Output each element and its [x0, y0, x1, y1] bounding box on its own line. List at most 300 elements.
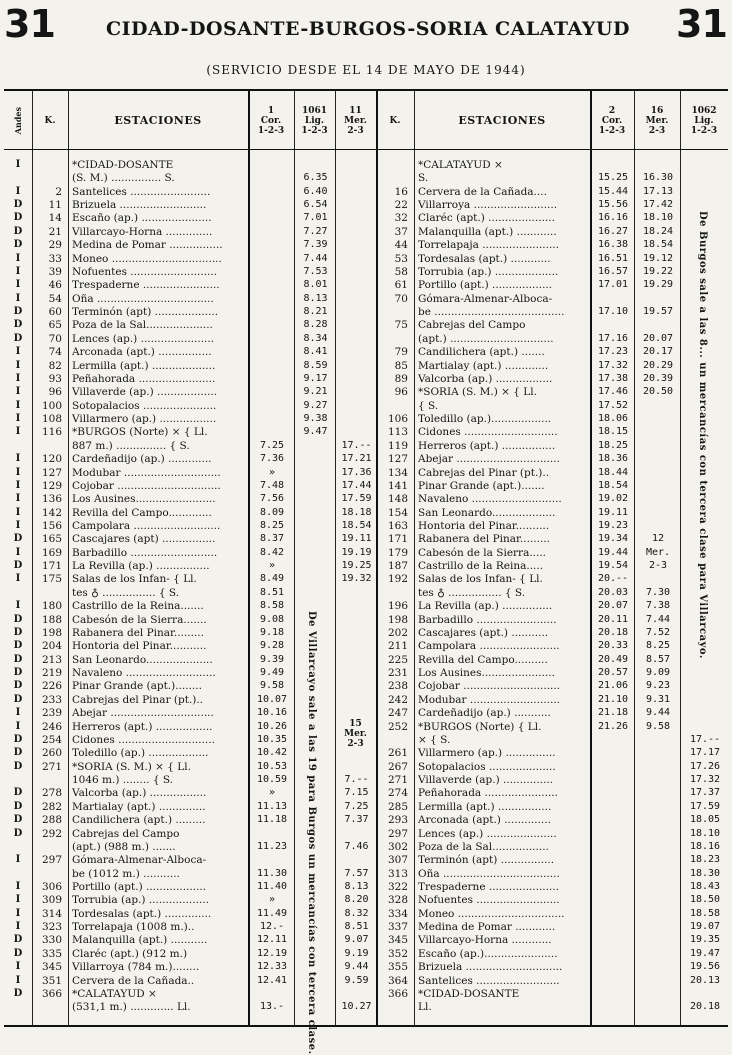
right-row-time-2: 16.27 — [597, 225, 629, 237]
right-row-time-16 — [636, 934, 680, 946]
right-row-time-16 — [636, 854, 680, 866]
right-row-time-16 — [636, 480, 680, 492]
left-row-km: 127 — [41, 466, 62, 479]
right-row-time-2 — [592, 948, 634, 960]
left-row-time-1061: 7.01 — [303, 212, 328, 224]
right-row-time-16: 9.31 — [645, 693, 671, 705]
right-row-time-2: 17.38 — [597, 372, 629, 384]
left-row-time-11 — [337, 988, 376, 1000]
left-row-station: 887 m.) ............... { S. — [72, 439, 190, 452]
right-row-km: 96 — [394, 386, 408, 399]
left-row-direction: I — [15, 413, 21, 425]
left-row-station: Castrillo de la Reina....... — [72, 600, 204, 613]
right-row-station: La Revilla (ap.) ............... — [418, 600, 553, 613]
rule — [634, 91, 635, 1025]
left-row-time-11: 19.11 — [341, 533, 372, 545]
left-row-time-1061: 7.44 — [303, 252, 328, 264]
left-row-direction: D — [13, 680, 23, 692]
right-row-time-2: 21.18 — [597, 707, 629, 719]
right-row-km: 85 — [394, 359, 408, 372]
left-row-station: Santelices ........................ — [72, 185, 211, 198]
right-row-time-2 — [592, 319, 634, 331]
right-row-time-2: 16.16 — [597, 212, 629, 224]
header-andes: Andes — [13, 107, 23, 135]
left-row-time-1 — [250, 199, 294, 211]
left-row-direction: I — [15, 159, 21, 170]
left-row-km: 335 — [41, 947, 62, 960]
left-row-time-11 — [337, 667, 376, 679]
right-row-time-2: 18.54 — [597, 479, 629, 491]
left-row-time-11 — [337, 587, 376, 599]
right-row-station: Villaverde (ap.) ............... — [418, 774, 554, 787]
right-row-station: Castrillo de la Reina..... — [418, 560, 544, 573]
left-row-time-11 — [337, 627, 376, 639]
right-row-km: 334 — [387, 907, 408, 920]
right-row-time-2 — [592, 934, 634, 946]
right-row-time-2: 18.15 — [597, 426, 629, 438]
header-train-1061: 1061 Lig. 1-2-3 — [301, 106, 328, 136]
right-row-km: 267 — [387, 760, 408, 773]
right-row-time-16 — [636, 440, 680, 452]
left-row-time-1: 7.56 — [259, 493, 285, 505]
left-row-station: Medina de Pomar ................ — [72, 239, 223, 252]
left-row-time-1061 — [296, 453, 335, 465]
left-row-direction: I — [15, 707, 21, 719]
left-row-station: Abejar ............................... — [72, 707, 214, 720]
right-row-km: 179 — [387, 546, 408, 559]
left-row-time-1 — [250, 828, 294, 840]
right-row-time-2: 18.06 — [597, 413, 629, 425]
right-row-km: 337 — [387, 921, 408, 934]
right-row-km: 192 — [387, 573, 408, 586]
left-row-direction: I — [15, 426, 21, 438]
left-row-time-1: 11.49 — [256, 907, 288, 919]
right-row-time-16 — [636, 948, 680, 960]
left-row-km: 120 — [41, 453, 62, 466]
left-row-direction: D — [13, 306, 23, 318]
left-row-time-1: 11.30 — [256, 867, 288, 879]
left-row-time-11 — [337, 346, 376, 358]
left-row-time-11: 19.25 — [341, 560, 372, 572]
left-row-time-11: 17.-- — [341, 439, 372, 451]
left-row-time-1 — [250, 854, 294, 866]
right-row-time-2 — [592, 828, 634, 840]
right-row-station: Torrelapaja ....................... — [418, 239, 559, 252]
right-row-time-16: 20.39 — [642, 372, 674, 384]
left-row-time-11 — [337, 293, 376, 305]
right-row-station: Villarcayo-Horna ............ — [418, 934, 552, 947]
right-row-km: 171 — [387, 533, 408, 546]
left-row-station: (531,1 m.) ............. Ll. — [72, 1001, 191, 1014]
right-row-time-2 — [592, 854, 634, 866]
left-row-time-1: 8.49 — [259, 573, 285, 585]
left-row-time-1061: 8.13 — [303, 292, 328, 304]
left-row-km: 254 — [41, 733, 62, 746]
right-row-time-2: 20.33 — [597, 640, 629, 652]
right-row-time-16 — [636, 868, 680, 880]
left-row-time-1: 8.25 — [259, 519, 285, 531]
right-row-station: Nofuentes ......................... — [418, 894, 560, 907]
left-row-station: Moneo ................................. — [72, 252, 222, 265]
left-row-km: 156 — [41, 519, 62, 532]
right-row-time-16 — [636, 921, 680, 933]
left-row-km: 54 — [48, 292, 62, 305]
right-row-station: Santelices ......................... — [418, 974, 560, 987]
left-row-km: 65 — [48, 319, 62, 332]
right-row-time-16: 2-3 — [648, 560, 668, 572]
right-row-station: Tordesalas (apt.) ............ — [418, 252, 551, 265]
right-row-time-1062: 17.26 — [689, 760, 721, 772]
note-burgos: De Burgos sale a las 8... un mercancías con tercera clase para Villarcayo. — [697, 211, 708, 659]
right-row-time-2: 17.01 — [597, 279, 629, 291]
left-row-km: 246 — [41, 720, 62, 733]
left-row-time-1: 11.40 — [256, 880, 288, 892]
left-row-direction: I — [15, 372, 21, 384]
left-row-km: 297 — [41, 854, 62, 867]
right-row-station: Escaño (ap.)...................... — [418, 947, 558, 960]
left-row-time-11 — [337, 400, 376, 412]
left-row-time-11: 18.54 — [341, 519, 372, 531]
left-row-station: Villarcayo-Horna .............. — [72, 225, 213, 238]
left-row-time-1: 9.58 — [259, 680, 285, 692]
left-row-direction — [4, 440, 32, 452]
right-row-station: Cabesón de la Sierra..... — [418, 546, 547, 559]
left-row-time-11 — [337, 654, 376, 666]
right-row-time-2: 20.07 — [597, 600, 629, 612]
right-row-km: 61 — [394, 279, 408, 292]
right-row-time-2: 20.03 — [597, 586, 629, 598]
right-row-station: Cabrejas del Pinar (pt.).. — [418, 466, 550, 479]
left-row-time-11: 8.51 — [344, 921, 369, 933]
left-row-station: Torrubia (ap.) .................. — [72, 894, 209, 907]
left-row-time-1: 10.07 — [256, 693, 288, 705]
right-row-station: Rabanera del Pinar......... — [418, 533, 550, 546]
right-row-time-16: 19.22 — [642, 265, 674, 277]
left-row-km — [32, 587, 62, 599]
left-row-km: 46 — [48, 279, 62, 292]
left-row-km: 282 — [41, 800, 62, 813]
right-row-station: Poza de la Sal................. — [418, 840, 549, 853]
right-row-time-2 — [592, 159, 634, 171]
right-row-time-1062 — [682, 186, 728, 198]
left-row-km: 33 — [48, 252, 62, 265]
right-row-time-1062: 19.47 — [689, 947, 721, 959]
right-row-station: Claréc (apt.) .................... — [418, 212, 555, 225]
right-row-time-16: 19.29 — [642, 279, 674, 291]
left-row-station: Claréc (apt.) (912 m.) — [72, 947, 188, 960]
left-row-direction: I — [15, 346, 21, 358]
left-row-time-1: 11.13 — [256, 800, 288, 812]
left-row-direction — [4, 1001, 32, 1013]
left-row-time-11: 17.21 — [341, 453, 372, 465]
left-row-time-11 — [337, 747, 376, 759]
right-row-km: 328 — [387, 894, 408, 907]
left-row-km — [32, 841, 62, 853]
right-row-km: 285 — [387, 800, 408, 813]
left-row-km: 292 — [41, 827, 62, 840]
left-row-direction: I — [15, 974, 21, 986]
right-row-station: be ....................................... — [418, 306, 565, 319]
left-row-km: 271 — [41, 760, 62, 773]
right-row-time-1062 — [682, 988, 728, 1000]
left-row-time-1: 7.25 — [259, 439, 285, 451]
right-row-time-16 — [636, 734, 680, 746]
left-row-station: Terminón (apt) ................... — [72, 306, 219, 319]
left-row-km: 93 — [48, 372, 62, 385]
left-row-time-1 — [250, 400, 294, 412]
left-row-time-1: 8.58 — [259, 600, 285, 612]
left-row-direction: I — [15, 506, 21, 518]
right-row-km: 32 — [394, 212, 408, 225]
left-row-time-11 — [337, 186, 376, 198]
left-row-direction: D — [13, 693, 23, 705]
right-row-station: Abejar ............................... — [418, 453, 560, 466]
right-row-time-16 — [636, 1001, 680, 1013]
right-row-km: 70 — [394, 292, 408, 305]
right-row-km: 313 — [387, 867, 408, 880]
right-row-km: 322 — [387, 880, 408, 893]
right-row-km: 134 — [387, 466, 408, 479]
right-row-time-1062: 17.17 — [689, 747, 721, 759]
left-row-km: 323 — [41, 921, 62, 934]
right-row-km: 297 — [387, 827, 408, 840]
left-row-time-1 — [250, 306, 294, 318]
left-row-time-1: 10.35 — [256, 733, 288, 745]
left-row-time-11: 17.36 — [341, 466, 372, 478]
right-row-time-2: 19.34 — [597, 533, 629, 545]
left-row-time-11 — [337, 694, 376, 706]
left-row-time-1: » — [268, 466, 276, 478]
right-row-km: 242 — [387, 693, 408, 706]
right-row-time-1062: 17.32 — [689, 774, 721, 786]
timetable — [4, 89, 728, 1055]
right-row-km: 352 — [387, 947, 408, 960]
left-row-time-1: 8.37 — [259, 533, 285, 545]
left-row-direction: D — [13, 225, 23, 237]
right-row-time-16 — [636, 908, 680, 920]
right-row-km: 141 — [387, 479, 408, 492]
left-row-time-11 — [337, 680, 376, 692]
right-row-time-2: 17.23 — [597, 346, 629, 358]
left-row-station: Campolara .......................... — [72, 519, 221, 532]
right-row-time-16: 8.25 — [645, 640, 671, 652]
left-row-station: Toledillo (ap.) .................. — [72, 747, 209, 760]
right-row-time-2: 20.11 — [597, 613, 629, 625]
right-row-time-2: 18.25 — [597, 439, 629, 451]
left-row-km: 260 — [41, 747, 62, 760]
rule — [294, 91, 295, 1025]
header-k-right: K. — [389, 116, 401, 126]
right-row-time-2: 19.44 — [597, 546, 629, 558]
right-row-time-16 — [636, 761, 680, 773]
right-row-km: 22 — [394, 199, 408, 212]
right-row-time-2 — [592, 868, 634, 880]
left-row-km: 175 — [41, 573, 62, 586]
right-row-time-16 — [636, 774, 680, 786]
left-row-station: Tordesalas (apt.) .............. — [72, 907, 212, 920]
left-row-time-11: 7.57 — [344, 867, 369, 879]
left-row-direction — [4, 868, 32, 880]
left-row-km: 82 — [48, 359, 62, 372]
right-row-time-2 — [592, 961, 634, 973]
left-row-km: 213 — [41, 653, 62, 666]
left-row-time-1061 — [296, 507, 335, 519]
right-row-time-2: 20.18 — [597, 626, 629, 638]
left-row-direction: D — [13, 199, 23, 211]
left-row-direction: I — [15, 854, 21, 866]
left-row-direction: I — [15, 880, 21, 892]
left-row-time-1061: 6.40 — [303, 185, 328, 197]
right-row-km: 231 — [387, 667, 408, 680]
right-row-time-2 — [592, 734, 634, 746]
right-row-time-16 — [636, 841, 680, 853]
right-row-time-16: 12 — [651, 533, 665, 545]
left-row-time-11: 10.27 — [341, 1001, 372, 1013]
left-row-time-1061: 7.27 — [303, 225, 328, 237]
left-row-station: Villaverde (ap.) .................. — [72, 386, 218, 399]
left-row-km: 180 — [41, 600, 62, 613]
left-row-km: 345 — [41, 961, 62, 974]
left-row-time-1 — [250, 360, 294, 372]
right-row-time-2: 15.25 — [597, 172, 629, 184]
right-row-station: Medina de Pomar ............ — [418, 921, 556, 934]
right-row-time-2 — [592, 908, 634, 920]
left-row-time-1: 10.26 — [256, 720, 288, 732]
right-row-station: Martialay (apt.) ............. — [418, 359, 549, 372]
right-row-time-1062: 17.-- — [689, 733, 721, 745]
right-row-time-16: 9.23 — [645, 680, 671, 692]
left-row-time-1061: 7.53 — [303, 265, 328, 277]
page-number-left: 31 — [4, 2, 55, 46]
right-row-km: 202 — [387, 626, 408, 639]
right-row-time-16: 7.38 — [645, 600, 671, 612]
left-row-time-1061 — [296, 440, 335, 452]
left-row-direction: D — [13, 239, 23, 251]
right-row-km — [376, 587, 408, 599]
left-row-station: Cidones ............................. — [72, 733, 215, 746]
left-row-time-1 — [250, 253, 294, 265]
right-row-station: San Leonardo................... — [418, 506, 556, 519]
left-row-km — [32, 440, 62, 452]
right-row-time-2: 21.10 — [597, 693, 629, 705]
left-row-time-1: » — [268, 787, 276, 799]
left-row-station: Peñahorada ....................... — [72, 372, 216, 385]
left-row-station: Sotopalacios ...................... — [72, 399, 217, 412]
right-row-station: Moneo ................................ — [418, 907, 565, 920]
left-row-direction: D — [13, 934, 23, 946]
right-row-station: Navaleno ........................... — [418, 493, 562, 506]
header-train-1: 1 Cor. 1-2-3 — [257, 106, 285, 136]
left-row-direction: I — [15, 479, 21, 491]
header-train-1062: 1062 Lig. 1-2-3 — [690, 106, 718, 136]
right-row-station: Pinar Grande (apt.)....... — [418, 479, 545, 492]
left-row-station: Portillo (apt.) .................. — [72, 880, 207, 893]
right-row-time-16: 17.13 — [642, 185, 674, 197]
left-row-station: Cojobar ............................... — [72, 479, 221, 492]
left-row-direction: D — [13, 814, 23, 826]
right-row-station: Gómara-Almenar-Alboca- — [418, 292, 553, 305]
left-row-time-1 — [250, 293, 294, 305]
right-row-km: 58 — [394, 265, 408, 278]
left-row-time-1 — [250, 426, 294, 438]
left-row-time-1: 12.19 — [256, 947, 288, 959]
left-row-km: 74 — [48, 346, 62, 359]
left-row-direction: D — [13, 760, 23, 772]
left-row-time-1061: 8.28 — [303, 319, 328, 331]
left-row-station: *CALATAYUD ⨯ — [72, 987, 157, 1000]
left-row-time-11 — [337, 199, 376, 211]
left-row-km: 116 — [41, 426, 62, 439]
right-row-time-2: 15.44 — [597, 185, 629, 197]
right-row-time-2: 17.46 — [597, 386, 629, 398]
left-row-km: 142 — [41, 506, 62, 519]
right-row-km: 274 — [387, 787, 408, 800]
right-row-time-2: 20.-- — [597, 573, 629, 585]
left-row-time-1 — [250, 346, 294, 358]
left-row-direction: I — [15, 279, 21, 291]
left-row-direction — [4, 774, 32, 786]
right-row-station: Cabrejas del Campo — [418, 319, 526, 332]
left-row-km — [32, 172, 62, 184]
right-row-station: Hontoria del Pinar.......... — [418, 519, 550, 532]
left-row-km: 14 — [48, 212, 62, 225]
right-row-time-2 — [592, 1001, 634, 1013]
right-row-time-16 — [636, 787, 680, 799]
note-villarcayo: De Villarcayo sale a las 19 para Burgos un mercancías con tercera clase. — [306, 611, 317, 1055]
left-row-station: Cabrejas del Campo — [72, 827, 180, 840]
left-row-km: 219 — [41, 667, 62, 680]
right-row-km: 225 — [387, 653, 408, 666]
right-row-km — [376, 306, 408, 318]
left-row-time-11 — [337, 707, 376, 719]
left-row-km: 21 — [48, 225, 62, 238]
right-row-station: Modubar ........................... — [418, 693, 561, 706]
right-row-time-2: 19.23 — [597, 519, 629, 531]
right-row-time-2 — [592, 894, 634, 906]
left-row-time-11 — [337, 159, 376, 171]
right-row-time-16: 9.58 — [645, 720, 671, 732]
header-train-11: 11 Mer. 2-3 — [344, 106, 367, 136]
left-row-direction — [4, 587, 32, 599]
right-row-time-2: 16.51 — [597, 252, 629, 264]
left-row-km: 29 — [48, 239, 62, 252]
right-row-km: 198 — [387, 613, 408, 626]
right-row-time-16 — [636, 747, 680, 759]
right-row-time-2 — [592, 293, 634, 305]
right-row-time-16: 9.09 — [645, 667, 671, 679]
right-row-time-2: 21.06 — [597, 680, 629, 692]
right-row-time-2: 17.32 — [597, 359, 629, 371]
right-row-time-2: 17.16 — [597, 332, 629, 344]
right-row-time-2: 20.49 — [597, 653, 629, 665]
left-row-time-1 — [250, 266, 294, 278]
left-row-station: Gómara-Almenar-Alboca- — [72, 854, 207, 867]
right-row-time-16 — [636, 814, 680, 826]
right-row-station: Lences (ap.) ..................... — [418, 827, 557, 840]
left-row-station: *SORIA (S. M.) ⨯ { Ll. — [72, 760, 191, 773]
left-row-time-11: 8.32 — [344, 907, 369, 919]
left-row-km: 39 — [48, 265, 62, 278]
left-row-time-11 — [337, 600, 376, 612]
left-row-km: 351 — [41, 974, 62, 987]
left-row-km: 330 — [41, 934, 62, 947]
right-row-km: 211 — [387, 640, 408, 653]
left-row-km: 165 — [41, 533, 62, 546]
left-row-station: Navaleno ........................... — [72, 667, 216, 680]
left-row-time-1061: 9.21 — [303, 386, 328, 398]
left-row-direction: I — [15, 546, 21, 558]
left-row-station: Nofuentes .......................... — [72, 265, 218, 278]
